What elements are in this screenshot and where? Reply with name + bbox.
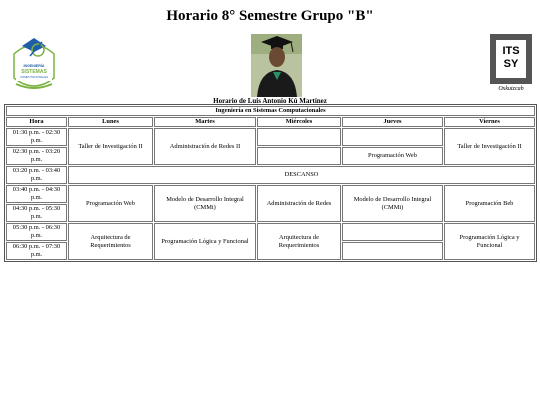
class-cell: Administración de Redes II (154, 128, 256, 165)
class-cell: Arquitectura de Requerimientos (257, 223, 341, 260)
hour-cell: 02:30 p.m. - 03:20 p.m. (6, 147, 67, 165)
page-title: Horario 8° Semestre Grupo "B" (166, 8, 374, 24)
column-header: Hora (6, 117, 67, 127)
table-row (6, 166, 535, 184)
class-cell: Programación Beb (444, 185, 535, 222)
class-cell: Taller de Investigación II (68, 128, 153, 165)
svg-text:SISTEMAS: SISTEMAS (21, 69, 47, 75)
table-row (6, 128, 535, 146)
table-row (6, 185, 535, 203)
schedule-table (4, 104, 537, 262)
table-header-row (6, 117, 535, 127)
hour-cell: 03:20 p.m. - 03:40 p.m. (6, 166, 67, 184)
empty-cell (257, 147, 341, 165)
hour-cell: 06:30 p.m. - 07:30 p.m. (6, 242, 67, 260)
class-cell: Arquitectura de Requerimientos (68, 223, 153, 260)
class-cell: Programación Lógica y Funcional (154, 223, 256, 260)
class-cell: Taller de Investigación II (444, 128, 535, 165)
institute-logo-right: ITS SY Oxkutzcab (490, 34, 532, 94)
column-header: Viernes (444, 117, 535, 127)
hour-cell: 01:30 p.m. - 02:30 p.m. (6, 128, 67, 146)
empty-cell (342, 128, 443, 146)
svg-text:COMPUTACIONALES: COMPUTACIONALES (20, 75, 48, 79)
class-cell: Programación Web (342, 147, 443, 165)
class-cell: Programación Web (68, 185, 153, 222)
schedule-owner-caption: Horario de Luis Antonio Kú Martínez (213, 97, 327, 105)
hour-cell: 05:30 p.m. - 06:30 p.m. (6, 223, 67, 241)
empty-cell (342, 223, 443, 241)
hour-cell: 04:30 p.m. - 05:30 p.m. (6, 204, 67, 222)
column-header: Jueves (342, 117, 443, 127)
class-cell: Modelo de Desarrollo Integral (CMMi) (154, 185, 256, 222)
student-photo (251, 34, 302, 97)
break-cell: DESCANSO (68, 166, 535, 184)
empty-cell (342, 242, 443, 260)
university-logo-left (8, 34, 60, 96)
class-cell: Administración de Redes (257, 185, 341, 222)
class-cell: Programación Lógica y Funcional (444, 223, 535, 260)
svg-text:INGENIERÍA: INGENIERÍA (23, 64, 45, 68)
empty-cell (257, 128, 341, 146)
class-cell: Modelo de Desarrollo Integral (CMMi) (342, 185, 443, 222)
table-row (6, 223, 535, 241)
column-header: Lunes (68, 117, 153, 127)
career-header: Ingeniería en Sistemas Computacionales (6, 106, 535, 116)
column-header: Martes (154, 117, 256, 127)
hour-cell: 03:40 p.m. - 04:30 p.m. (6, 185, 67, 203)
column-header: Miércoles (257, 117, 341, 127)
